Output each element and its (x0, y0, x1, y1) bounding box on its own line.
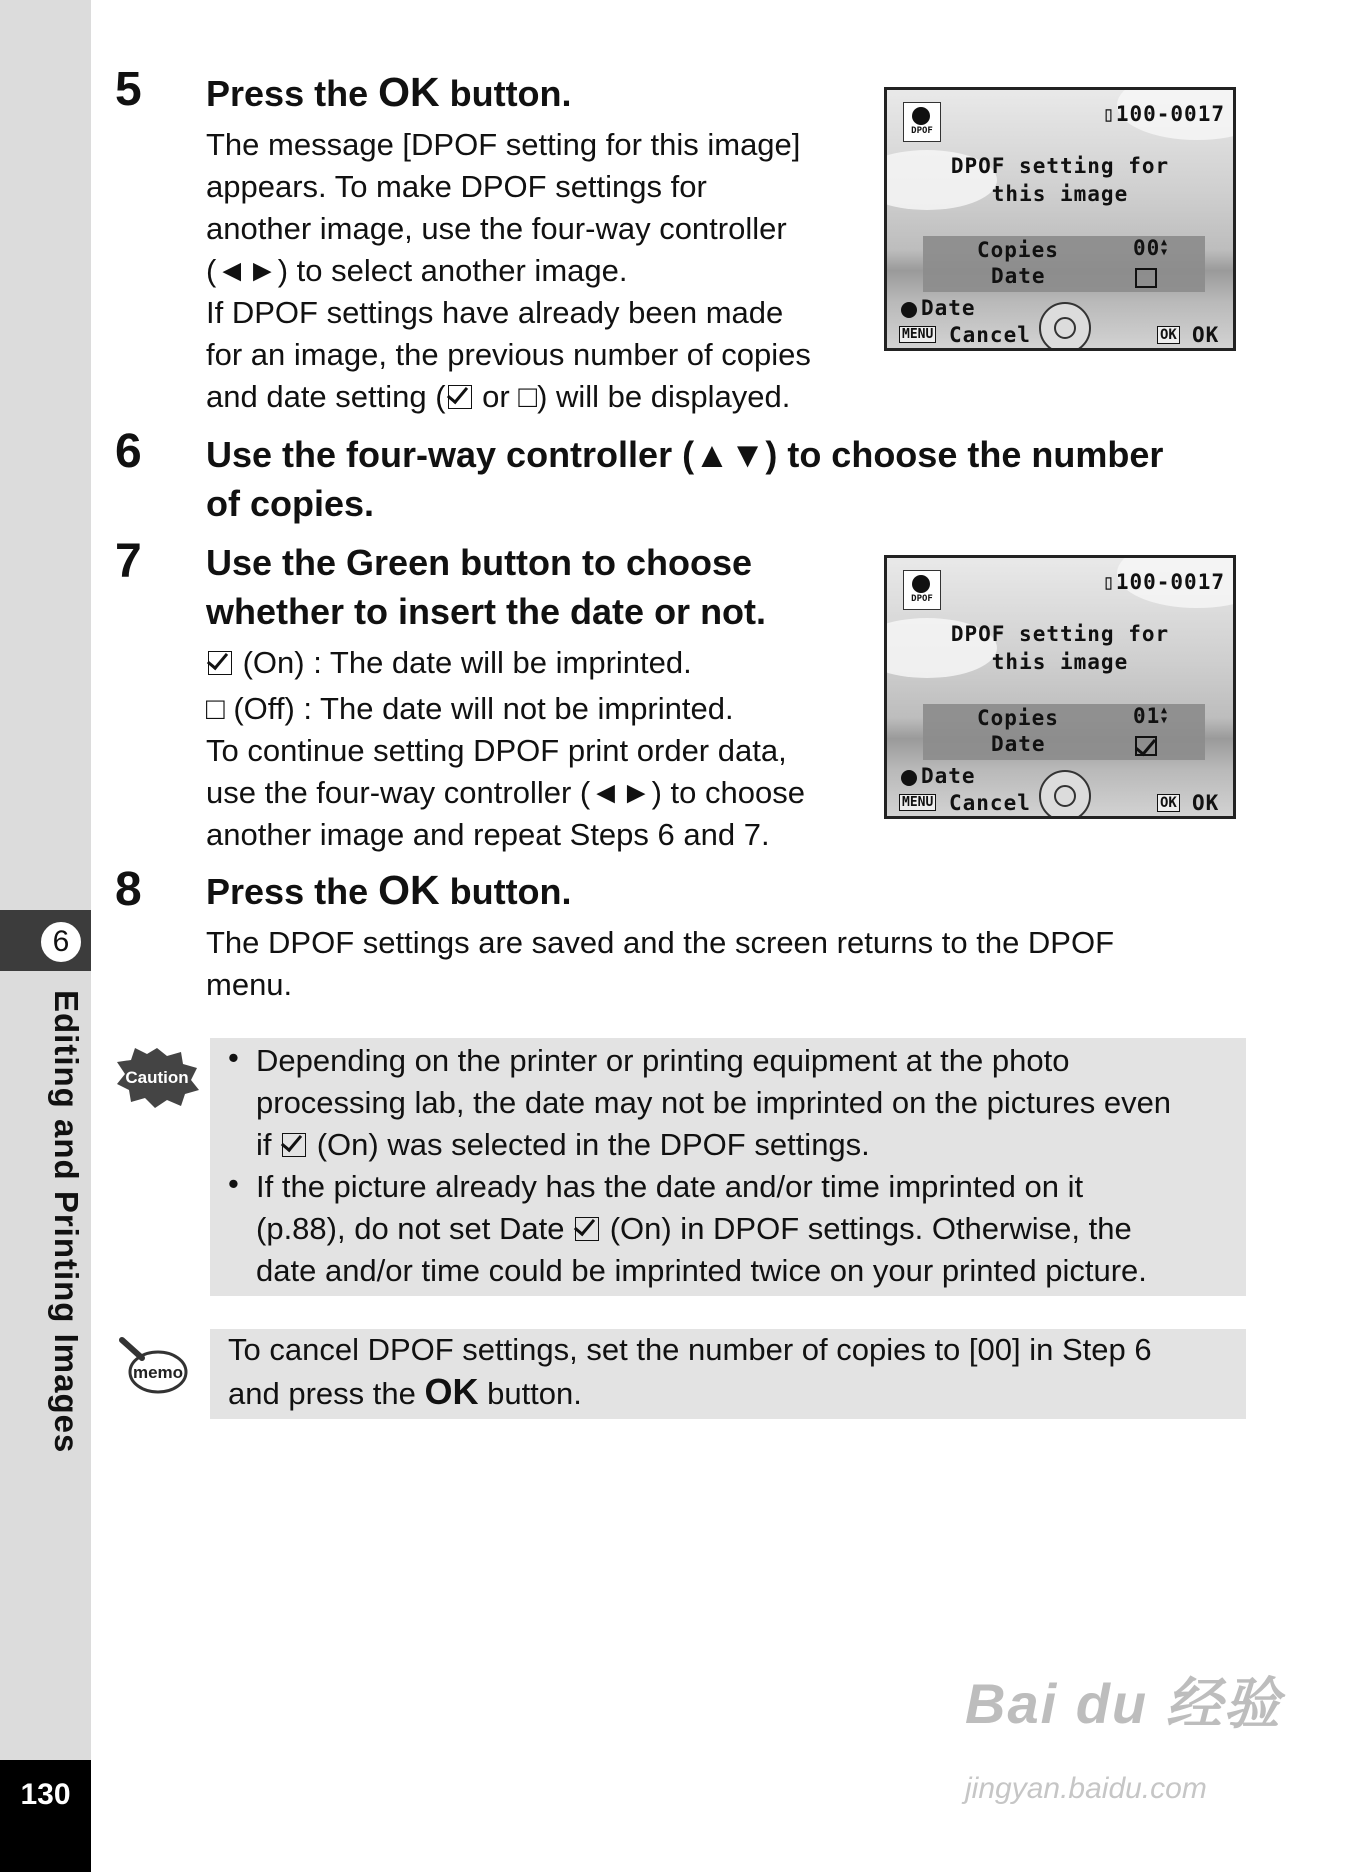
checkbox-on-icon (208, 651, 232, 675)
memo-line: To cancel DPOF settings, set the number of copies to [00] in Step 6 (228, 1332, 1152, 1367)
up-down-arrows-icon: ▲ ▼ (1161, 705, 1168, 726)
camera-screen-2 (884, 555, 1236, 819)
green-button-icon (901, 302, 917, 318)
cancel-label: Cancel (949, 323, 1031, 347)
caution-line: Depending on the printer or printing equipment at the photo (256, 1043, 1070, 1078)
checkbox-on-icon (282, 1133, 306, 1157)
step-8-number: 8 (115, 863, 142, 916)
caution-line: If the picture already has the date and/or time imprinted on it (256, 1169, 1084, 1204)
page-number: 130 (20, 1778, 71, 1811)
step-5-title-pre: Press the (206, 73, 379, 114)
memo-line (228, 1371, 1152, 1415)
memo-icon-label: memo (132, 1363, 184, 1382)
step-8-title-pre: Press the (206, 871, 379, 912)
file-number: ▯100-0017 (1102, 570, 1225, 594)
copies-value: 00 (1133, 236, 1161, 260)
step-5-line: another image, use the four-way controller (206, 211, 787, 246)
step-5-line: The message [DPOF setting for this image] (206, 127, 801, 162)
step-5-line: (◄►) to select another image. (206, 253, 628, 288)
ok-button-icon: OK (1157, 326, 1180, 344)
step-5-line: If DPOF settings have already been made (206, 295, 784, 330)
step-7-number: 7 (115, 535, 142, 588)
green-date-label: Date (921, 764, 976, 788)
dpof-badge-label: DPOF (911, 126, 933, 136)
caution-line-post: (On) in DPOF settings. Otherwise, the (601, 1211, 1132, 1246)
step-5-line (206, 376, 811, 418)
msg-line: DPOF setting for (950, 154, 1170, 178)
step-6-number: 6 (115, 425, 142, 478)
bullet: • (228, 1040, 239, 1075)
caution-line-pre: (p.88), do not set Date (256, 1211, 574, 1246)
step-5-last-post: or □) will be displayed. (473, 379, 791, 414)
date-label: Date (991, 264, 1046, 288)
step-8-title-post: button. (439, 871, 572, 912)
checkbox-on-icon (448, 385, 472, 409)
step-7-title-line: whether to insert the date or not. (206, 591, 767, 632)
caution-line-post: (On) was selected in the DPOF settings. (308, 1127, 870, 1162)
dpof-badge-label: DPOF (911, 594, 933, 604)
step-8-title (206, 866, 572, 916)
memo-line-pre: and press the (228, 1376, 425, 1411)
four-way-controller-icon (1039, 770, 1091, 819)
caution-line-pre: if (256, 1127, 281, 1162)
date-checkbox-on-icon (1135, 736, 1157, 756)
caution-line (256, 1124, 1171, 1166)
caution-line: processing lab, the date may not be imprinted on the pictures even (256, 1085, 1172, 1120)
step-6-title (206, 430, 1163, 528)
step-7-line: use the four-way controller (◄►) to choose (206, 775, 805, 810)
msg-line: DPOF setting for (950, 622, 1170, 646)
on-text: (On) : The date will be imprinted. (234, 645, 692, 680)
baidu-watermark-logo: Bai du 经验 (965, 1672, 1282, 1735)
memo-line-post: button. (478, 1376, 582, 1411)
menu-button-icon: MENU (899, 794, 936, 811)
copies-value: 01 (1133, 704, 1161, 728)
chapter-title: Editing and Printing Images (48, 990, 85, 1454)
step-5-number: 5 (115, 63, 142, 116)
bullet: • (228, 1166, 239, 1201)
ok-button-glyph: OK (378, 69, 440, 115)
copies-label: Copies (977, 238, 1059, 262)
ok-button-icon: OK (1157, 794, 1180, 812)
step-8-line: The DPOF settings are saved and the screen returns to the DPOF (206, 925, 1115, 960)
caution-line: date and/or time could be imprinted twice on your printed picture. (256, 1253, 1147, 1288)
step-5-line: for an image, the previous number of copies (206, 337, 811, 372)
date-label: Date (991, 732, 1046, 756)
step-7-off-line: □ (Off) : The date will not be imprinted. (206, 691, 734, 726)
up-down-arrows-icon: ▲ ▼ (1161, 237, 1168, 258)
msg-line: this image (991, 650, 1129, 674)
step-7-title (206, 538, 766, 636)
caution-bullet-2 (256, 1166, 1147, 1292)
step-7-body (206, 642, 805, 856)
step-6-title-line: Use the four-way controller (▲▼) to choose the number (206, 434, 1164, 475)
chapter-number: 6 (39, 920, 83, 964)
ok-button-glyph: OK (424, 1371, 479, 1412)
file-number: ▯100-0017 (1102, 102, 1225, 126)
ok-label: OK (1192, 323, 1220, 347)
step-5-title (206, 68, 572, 118)
caution-line (256, 1208, 1147, 1250)
copies-label: Copies (977, 706, 1059, 730)
caution-icon-label: Caution (125, 1068, 189, 1087)
step-8-line: menu. (206, 967, 293, 1002)
memo-text (228, 1329, 1152, 1415)
page-number-box (0, 1760, 91, 1872)
caution-icon (115, 1046, 199, 1108)
cancel-label: Cancel (949, 791, 1031, 815)
memo-icon (118, 1336, 188, 1396)
ok-label: OK (1192, 791, 1220, 815)
ok-button-glyph: OK (378, 867, 440, 913)
baidu-watermark-url: jingyan.baidu.com (965, 1772, 1207, 1805)
dpof-message (887, 152, 1233, 208)
step-7-line: another image and repeat Steps 6 and 7. (206, 817, 770, 852)
step-7-on-line (206, 642, 805, 684)
camera-screen-1 (884, 87, 1236, 351)
step-5-body (206, 124, 811, 418)
date-checkbox-off-icon (1135, 268, 1157, 288)
dpof-badge-icon (903, 570, 941, 610)
dpof-message (887, 620, 1233, 676)
step-7-title-line: Use the Green button to choose (206, 542, 753, 583)
green-date-label: Date (921, 296, 976, 320)
msg-line: this image (991, 182, 1129, 206)
step-7-line: To continue setting DPOF print order data, (206, 733, 787, 768)
four-way-controller-icon (1039, 302, 1091, 351)
step-5-last-pre: and date setting ( (206, 379, 446, 414)
caution-bullet-1 (256, 1040, 1171, 1166)
step-5-title-post: button. (439, 73, 572, 114)
green-button-icon (901, 770, 917, 786)
step-8-body (206, 922, 1114, 1006)
menu-button-icon: MENU (899, 326, 936, 343)
checkbox-on-icon (575, 1217, 599, 1241)
step-5-line: appears. To make DPOF settings for (206, 169, 707, 204)
step-6-title-line: of copies. (206, 483, 375, 524)
dpof-badge-icon (903, 102, 941, 142)
